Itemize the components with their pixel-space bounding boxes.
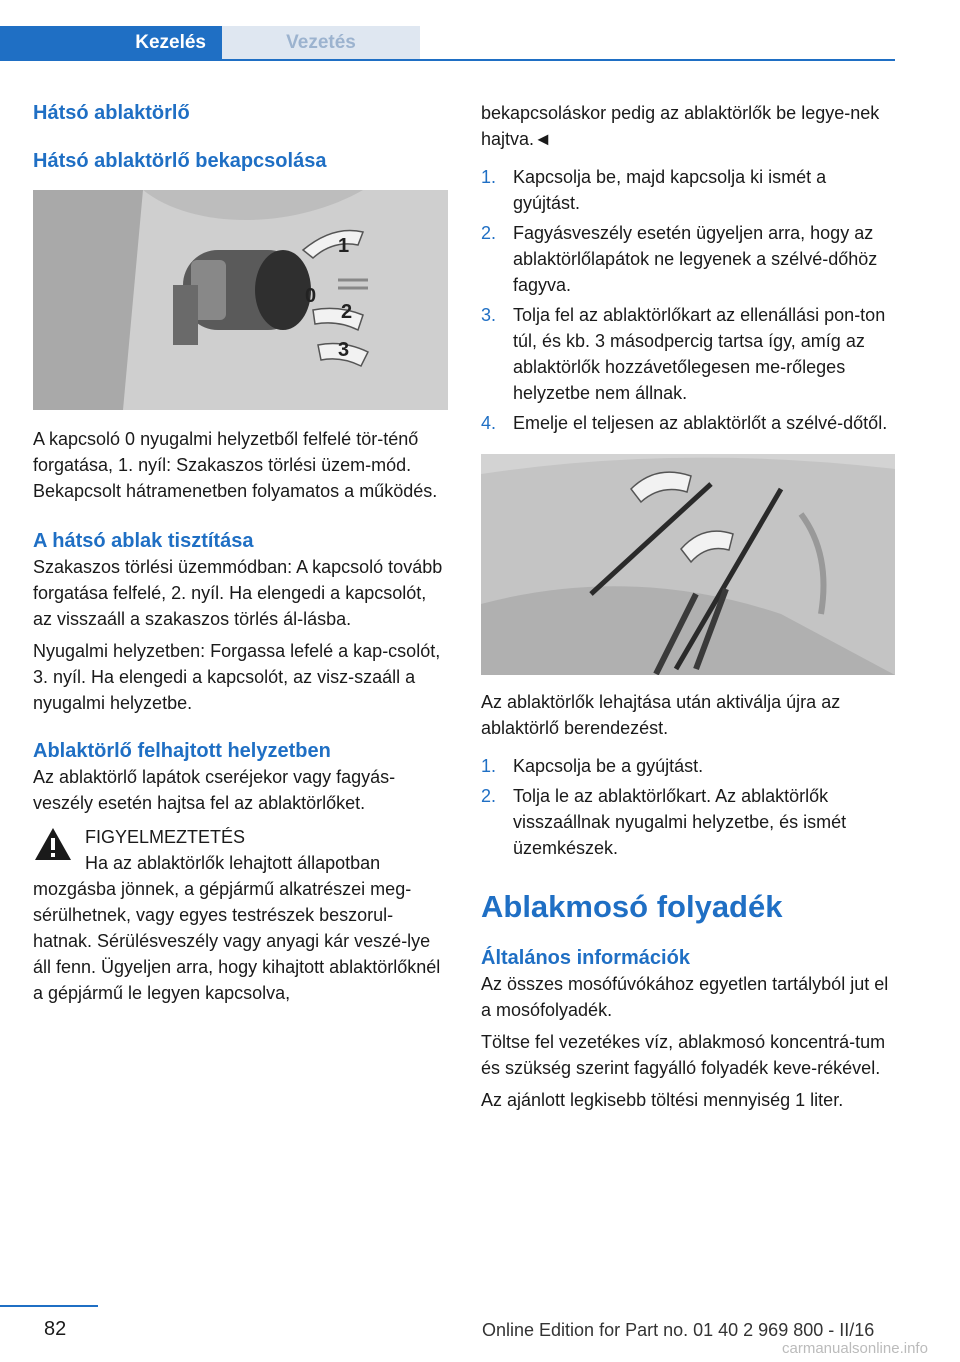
figure-wiper-switch bbox=[33, 190, 448, 410]
tab-divider bbox=[0, 59, 895, 61]
left-column bbox=[33, 100, 449, 1006]
wiper-switch-illustration bbox=[33, 190, 448, 410]
figure-folded-wipers bbox=[481, 454, 895, 675]
step-text: Kapcsolja be, majd kapcsolja ki ismét a gyújtást. bbox=[513, 167, 827, 213]
footer-edition: Online Edition for Part no. 01 40 2 969 800 - II/16 bbox=[482, 1320, 875, 1340]
arrow-label-2: 2 bbox=[341, 301, 353, 323]
list-item bbox=[481, 753, 897, 779]
steps-fold-wipers bbox=[481, 164, 897, 436]
step-text: Emelje el teljesen az ablaktörlőt a szélvé-dőtől. bbox=[513, 413, 888, 433]
paragraph-general-3: Az ajánlott legkisebb töltési mennyiség 1 liter. bbox=[481, 1090, 844, 1110]
step-text: Kapcsolja be a gyújtást. bbox=[513, 756, 704, 776]
section-tabs bbox=[0, 26, 895, 61]
step-text: Tolja fel az ablaktörlőkart az ellenállási pon-ton túl, és kb. 3 másodpercig tartsa így, amíg az ablaktörlők hozzávetőlegesen me-rőleges helyzetbe nem állnak. bbox=[513, 305, 886, 403]
list-item bbox=[481, 220, 897, 298]
heading-rear-wiper-on: Hátsó ablaktörlő bekapcsolása bbox=[33, 150, 327, 172]
page-number: 82 bbox=[44, 1318, 67, 1340]
right-column bbox=[481, 100, 897, 1113]
folded-wipers-illustration bbox=[481, 454, 895, 675]
heading-washer-fluid: Ablakmosó folyadék bbox=[481, 889, 783, 924]
warning-text: mozgásba jönnek, a gépjármű alkatrészei meg-sérülhetnek, vagy egyes testrészek beszorul-hatnak. Sérülésveszély vagy anyagi kár veszé-lye áll fenn. Ügyeljen arra, hogy kihajtott ablaktörlőknél a gépjármű le legyen kapcsolva, bbox=[33, 879, 441, 1003]
paragraph-cleaning-intermittent: Szakaszos törlési üzemmódban: A kapcsoló tovább forgatása felfelé, 2. nyíl. Ha elengedi a kapcsolót, az visszaáll a szakaszos törlés ál-lásba. bbox=[33, 557, 443, 629]
step-number: 1. bbox=[481, 756, 497, 776]
warning-title: FIGYELMEZTETÉS bbox=[85, 827, 246, 847]
step-text: Tolja le az ablaktörlőkart. Az ablaktörlők visszaállnak nyugalmi helyzetbe, és ismét üzemkészek. bbox=[513, 786, 847, 858]
arrow-label-3: 3 bbox=[338, 339, 350, 361]
tab-vezetes[interactable]: Vezetés bbox=[222, 26, 420, 59]
paragraph-reactivate: Az ablaktörlők lehajtása után aktiválja újra az ablaktörlő berendezést. bbox=[481, 692, 841, 738]
tab-kezeles[interactable]: Kezelés bbox=[0, 26, 222, 59]
steps-reactivate-wipers bbox=[481, 753, 897, 861]
heading-rear-wiper: Hátsó ablaktörlő bbox=[33, 102, 190, 124]
paragraph-general-2: Töltse fel vezetékes víz, ablakmosó koncentrá-tum és szükség szerint fagyálló folyadék keve-rékével. bbox=[481, 1032, 886, 1078]
heading-general-info: Általános információk bbox=[481, 947, 690, 969]
warning-triangle-icon bbox=[33, 826, 73, 862]
step-number: 4. bbox=[481, 413, 497, 433]
watermark: carmanualsonline.info bbox=[782, 1340, 928, 1357]
position-label-0: 0 bbox=[305, 285, 317, 307]
paragraph-cleaning-rest: Nyugalmi helyzetben: Forgassa lefelé a kap-csolót, 3. nyíl. Ha elengedi a kapcsolót, az visz-szaáll a nyugalmi helyzetbe. bbox=[33, 641, 441, 713]
arrow-label-1: 1 bbox=[338, 235, 350, 257]
list-item bbox=[481, 164, 897, 216]
list-item bbox=[481, 410, 897, 436]
warning-first-line: Ha az ablaktörlők lehajtott állapotban bbox=[85, 853, 381, 873]
figure-caption-switch: A kapcsoló 0 nyugalmi helyzetből felfelé tör-ténő forgatása, 1. nyíl: Szakaszos törlési üzem-mód. Bekapcsolt hátramenetben folyamatos a működés. bbox=[33, 429, 438, 501]
step-number: 2. bbox=[481, 786, 497, 806]
paragraph-general-1: Az összes mosófúvókához egyetlen tartályból jut el a mosófolyadék. bbox=[481, 974, 889, 1020]
step-number: 3. bbox=[481, 305, 497, 325]
step-text: Fagyásveszély esetén ügyeljen arra, hogy az ablaktörlőlapátok ne legyenek a szélvé-dőhöz fagyva. bbox=[513, 223, 878, 295]
paragraph-wiper-folded: Az ablaktörlő lapátok cseréjekor vagy fagyás-veszély esetén hajtsa fel az ablaktörlőket. bbox=[33, 767, 396, 813]
list-item bbox=[481, 302, 897, 406]
step-number: 1. bbox=[481, 167, 497, 187]
footer-divider bbox=[0, 1305, 98, 1307]
paragraph-warning-continued: bekapcsoláskor pedig az ablaktörlők be legye-nek hajtva.◄ bbox=[481, 103, 880, 149]
list-item bbox=[481, 783, 897, 861]
step-number: 2. bbox=[481, 223, 497, 243]
heading-wiper-folded: Ablaktörlő felhajtott helyzetben bbox=[33, 740, 331, 762]
warning-block bbox=[33, 824, 449, 1006]
heading-rear-window-cleaning: A hátsó ablak tisztítása bbox=[33, 530, 254, 552]
